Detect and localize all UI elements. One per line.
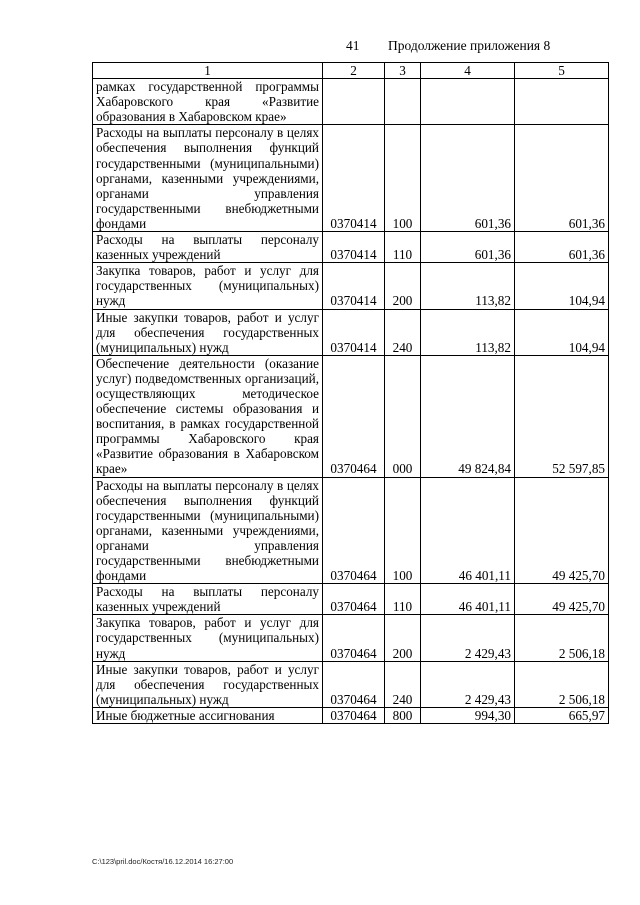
row-sum-1: 113,82	[421, 309, 515, 355]
row-sum-2: 665,97	[515, 707, 609, 723]
row-sum-2: 104,94	[515, 309, 609, 355]
row-csr: 0370464	[323, 355, 385, 477]
table-row	[93, 584, 609, 615]
row-vr: 110	[385, 232, 421, 263]
row-sum-1: 994,30	[421, 707, 515, 723]
row-vr: 200	[385, 615, 421, 661]
row-vr: 100	[385, 125, 421, 232]
row-sum-2: 52 597,85	[515, 355, 609, 477]
row-name: Расходы на выплаты персоналу казенных учреждений	[93, 232, 323, 263]
row-sum-2: 49 425,70	[515, 477, 609, 584]
row-csr: 0370414	[323, 309, 385, 355]
row-name: Расходы на выплаты персоналу в целях обеспечения выполнения функций государственными (муниципальными) органами, казенными учреждениями, органами управления государственными внебюджетными фондами	[93, 477, 323, 584]
row-csr: 0370464	[323, 707, 385, 723]
row-sum-1: 601,36	[421, 232, 515, 263]
row-name: Иные бюджетные ассигнования	[93, 707, 323, 723]
table-row	[93, 79, 609, 125]
page-header	[0, 38, 640, 56]
row-vr: 240	[385, 309, 421, 355]
row-sum-2: 2 506,18	[515, 661, 609, 707]
table-row	[93, 263, 609, 309]
row-sum-2: 601,36	[515, 125, 609, 232]
budget-table	[92, 62, 609, 724]
row-sum-1: 49 824,84	[421, 355, 515, 477]
row-sum-1: 2 429,43	[421, 615, 515, 661]
col-header-3: 3	[385, 63, 421, 79]
table-row	[93, 125, 609, 232]
row-vr: 800	[385, 707, 421, 723]
row-name: Иные закупки товаров, работ и услуг для обеспечения государственных (муниципальных) нужд	[93, 309, 323, 355]
col-header-5: 5	[515, 63, 609, 79]
row-sum-2	[515, 79, 609, 125]
column-number-row	[93, 63, 609, 79]
page-number: 41	[346, 38, 360, 53]
row-csr: 0370464	[323, 615, 385, 661]
row-csr: 0370464	[323, 661, 385, 707]
col-header-2: 2	[323, 63, 385, 79]
col-header-1: 1	[93, 63, 323, 79]
row-name: Иные закупки товаров, работ и услуг для обеспечения государственных (муниципальных) нужд	[93, 661, 323, 707]
row-vr: 100	[385, 477, 421, 584]
table-row	[93, 232, 609, 263]
row-name: Закупка товаров, работ и услуг для государственных (муниципальных) нужд	[93, 615, 323, 661]
row-sum-2: 601,36	[515, 232, 609, 263]
row-sum-2: 49 425,70	[515, 584, 609, 615]
row-vr: 000	[385, 355, 421, 477]
row-name: Обеспечение деятельности (оказание услуг) подведомственных организаций, осуществляющих методическое обеспечение системы образования и воспитания, в рамках государственной программы Хабаровского края «Развитие образования в Хабаровском крае»	[93, 355, 323, 477]
row-name: Расходы на выплаты персоналу в целях обеспечения выполнения функций государственными (муниципальными) органами, казенными учреждениями, органами управления государственными внебюджетными фондами	[93, 125, 323, 232]
row-sum-2: 2 506,18	[515, 615, 609, 661]
row-sum-1: 46 401,11	[421, 477, 515, 584]
table-row	[93, 707, 609, 723]
row-sum-1: 113,82	[421, 263, 515, 309]
row-vr: 200	[385, 263, 421, 309]
row-name: Закупка товаров, работ и услуг для государственных (муниципальных) нужд	[93, 263, 323, 309]
row-csr: 0370414	[323, 232, 385, 263]
col-header-4: 4	[421, 63, 515, 79]
row-csr	[323, 79, 385, 125]
row-csr: 0370414	[323, 125, 385, 232]
row-csr: 0370464	[323, 584, 385, 615]
table-row	[93, 661, 609, 707]
table-row	[93, 477, 609, 584]
row-sum-1: 46 401,11	[421, 584, 515, 615]
appendix-title: Продолжение приложения 8	[388, 38, 551, 53]
row-vr: 240	[385, 661, 421, 707]
row-sum-2: 104,94	[515, 263, 609, 309]
row-name: рамках государственной программы Хабаровского края «Развитие образования в Хабаровском крае»	[93, 79, 323, 125]
row-sum-1: 601,36	[421, 125, 515, 232]
table-row	[93, 309, 609, 355]
row-csr: 0370464	[323, 477, 385, 584]
document-path-footer: C:\123\pril.doc/Костя/16.12.2014 16:27:00	[92, 857, 234, 866]
row-sum-1: 2 429,43	[421, 661, 515, 707]
row-name: Расходы на выплаты персоналу казенных учреждений	[93, 584, 323, 615]
table-row	[93, 355, 609, 477]
table-row	[93, 615, 609, 661]
row-sum-1	[421, 79, 515, 125]
row-vr	[385, 79, 421, 125]
row-csr: 0370414	[323, 263, 385, 309]
row-vr: 110	[385, 584, 421, 615]
